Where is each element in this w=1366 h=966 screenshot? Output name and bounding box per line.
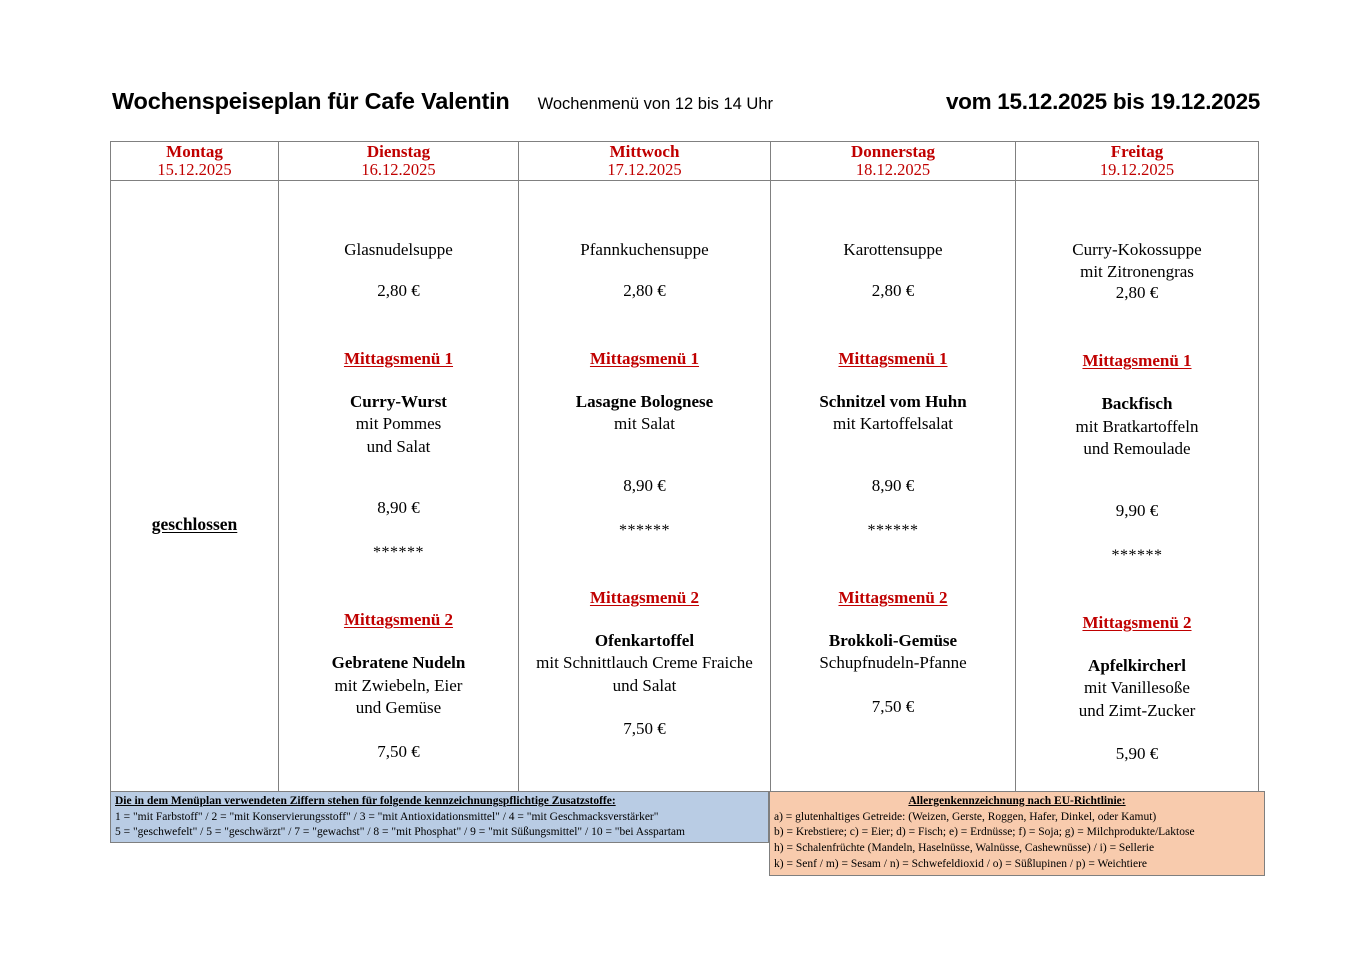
soup-price: 2,80 €: [377, 280, 420, 300]
day-date: 15.12.2025: [157, 160, 232, 180]
menu2-desc-line2: und Gemüse: [355, 698, 442, 718]
page-title: Wochenspeiseplan für Cafe Valentin: [112, 88, 510, 114]
day-header-freitag: [1016, 142, 1259, 181]
menu2-dish: Apfelkircherl: [1088, 655, 1186, 675]
additives-legend-title: Die in dem Menüplan verwendeten Ziffern stehen für folgende kennzeichnungspflichtige Zusatzstoffe:: [115, 795, 616, 807]
menu2-price: 7,50 €: [623, 719, 666, 739]
allergens-legend-line-4: k) = Senf / m) = Sesam / n) = Schwefeldioxid / o) = Süßlupinen / p) = Weichtiere: [774, 858, 1148, 871]
day-date: 18.12.2025: [855, 160, 931, 180]
soup-name: Karottensuppe: [843, 239, 943, 259]
menu2-desc-line1: mit Vanillesoße: [1084, 678, 1190, 698]
additives-legend-line-2: 5 = "geschwefelt" / 5 = "geschwärzt" / 7 = "gewachst" / 8 = "mit Phosphat" / 9 = "mit Süßungsmittel" / 10 = "bei Asspartam: [115, 826, 685, 839]
menu1-heading: Mittagsmenü 1: [589, 348, 700, 368]
day-cell-donnerstag: [771, 180, 1016, 793]
menu1-heading: Mittagsmenü 1: [343, 348, 454, 368]
menu-separator: ******: [867, 521, 919, 539]
day-header-dienstag: [279, 142, 519, 181]
date-range: vom 15.12.2025 bis 19.12.2025: [945, 89, 1260, 114]
day-date: 19.12.2025: [1099, 160, 1175, 180]
allergens-legend-box: [769, 791, 1265, 876]
menu1-desc-line1: mit Bratkartoffeln: [1075, 416, 1199, 436]
day-name: Donnerstag: [850, 142, 936, 161]
soup-price: 2,80 €: [623, 280, 666, 300]
menu2-dish: Ofenkartoffel: [594, 630, 695, 650]
allergens-legend-line-2: b) = Krebstiere; c) = Eier; d) = Fisch; e) = Erdnüsse; f) = Soja; g) = Milchprodukte/Laktose: [774, 826, 1195, 839]
menu1-desc-line1: mit Salat: [614, 414, 675, 434]
menu2-heading: Mittagsmenü 2: [589, 587, 700, 607]
menu2-heading: Mittagsmenü 2: [838, 587, 948, 607]
table-header-row: [111, 142, 1259, 181]
menu2-dish: Brokkoli-Gemüse: [828, 630, 958, 650]
menu1-heading: Mittagsmenü 1: [1082, 351, 1192, 371]
day-date: 17.12.2025: [607, 160, 682, 180]
soup-name: Pfannkuchensuppe: [580, 239, 709, 259]
menu1-dish: Lasagne Bolognese: [575, 391, 714, 411]
menu1-dish: Backfisch: [1101, 394, 1173, 414]
page-header: [112, 88, 1260, 122]
closed-label: geschlossen: [151, 513, 238, 534]
additives-legend-line-1: 1 = "mit Farbstoff" / 2 = "mit Konservierungsstoff" / 3 = "mit Antioxidationsmittel" / 4 = "mit Geschmacksverstärker": [115, 810, 659, 823]
day-name: Mittwoch: [609, 142, 680, 161]
day-name: Montag: [166, 142, 223, 161]
menu1-desc-line2: und Salat: [366, 436, 431, 456]
menu-separator: ******: [1111, 546, 1163, 564]
menu2-desc-line2: und Salat: [612, 675, 677, 695]
menu1-price: 8,90 €: [623, 475, 666, 495]
menu2-price: 7,50 €: [377, 741, 420, 761]
soup-price: 2,80 €: [1115, 283, 1159, 303]
menu2-dish: Gebratene Nudeln: [331, 653, 466, 673]
menu-separator: ******: [619, 521, 670, 539]
menu2-price: 7,50 €: [871, 696, 915, 716]
menu1-dish: Schnitzel vom Huhn: [819, 391, 967, 411]
day-cell-mittwoch: [519, 180, 771, 793]
menu2-price: 5,90 €: [1115, 744, 1159, 763]
soup-name: Glasnudelsuppe: [344, 239, 453, 259]
allergens-legend-line-3: h) = Schalenfrüchte (Mandeln, Haselnüsse, Walnüsse, Cashewnüsse) / i) = Sellerie: [774, 842, 1155, 855]
menu1-desc-line2: und Remoulade: [1083, 439, 1191, 459]
day-cell-montag: [111, 180, 279, 793]
allergens-legend-title: Allergenkennzeichnung nach EU-Richtlinie:: [908, 795, 1126, 807]
menu1-price: 8,90 €: [871, 475, 915, 495]
soup-name-line2: mit Zitronengras: [1080, 261, 1194, 281]
menu2-desc-line2: und Zimt-Zucker: [1078, 700, 1196, 720]
menu2-desc-line1: mit Zwiebeln, Eier: [334, 675, 463, 695]
menu2-heading: Mittagsmenü 2: [1082, 612, 1192, 632]
menu1-price: 9,90 €: [1115, 500, 1159, 520]
page-subtitle: Wochenmenü von 12 bis 14 Uhr: [537, 95, 774, 113]
day-header-mittwoch: [519, 142, 771, 181]
menu1-price: 8,90 €: [377, 498, 420, 518]
menu1-heading: Mittagsmenü 1: [838, 348, 948, 368]
weekly-menu-table: [110, 141, 1259, 794]
menu2-desc-line1: mit Schnittlauch Creme Fraiche: [536, 653, 753, 673]
menu2-desc-line1: Schupfnudeln-Pfanne: [819, 653, 967, 673]
soup-price: 2,80 €: [871, 280, 915, 300]
day-name: Freitag: [1110, 142, 1164, 161]
day-cell-dienstag: [279, 180, 519, 793]
menu-separator: ******: [373, 544, 424, 562]
soup-name: Curry-Kokossuppe: [1072, 239, 1202, 259]
day-name: Dienstag: [366, 142, 431, 161]
additives-legend-box: [110, 791, 769, 843]
table-body-row: [111, 180, 1259, 793]
menu2-heading: Mittagsmenü 2: [343, 610, 454, 630]
menu1-desc-line1: mit Pommes: [355, 414, 442, 434]
menu1-desc-line1: mit Kartoffelsalat: [832, 414, 954, 434]
menu1-dish: Curry-Wurst: [350, 391, 447, 411]
day-header-montag: [111, 142, 279, 181]
day-header-donnerstag: [771, 142, 1016, 181]
allergens-legend-line-1: a) = glutenhaltiges Getreide: (Weizen, Gerste, Roggen, Hafer, Dinkel, oder Kamut): [774, 810, 1157, 823]
day-cell-freitag: [1016, 180, 1259, 793]
day-date: 16.12.2025: [361, 160, 436, 180]
